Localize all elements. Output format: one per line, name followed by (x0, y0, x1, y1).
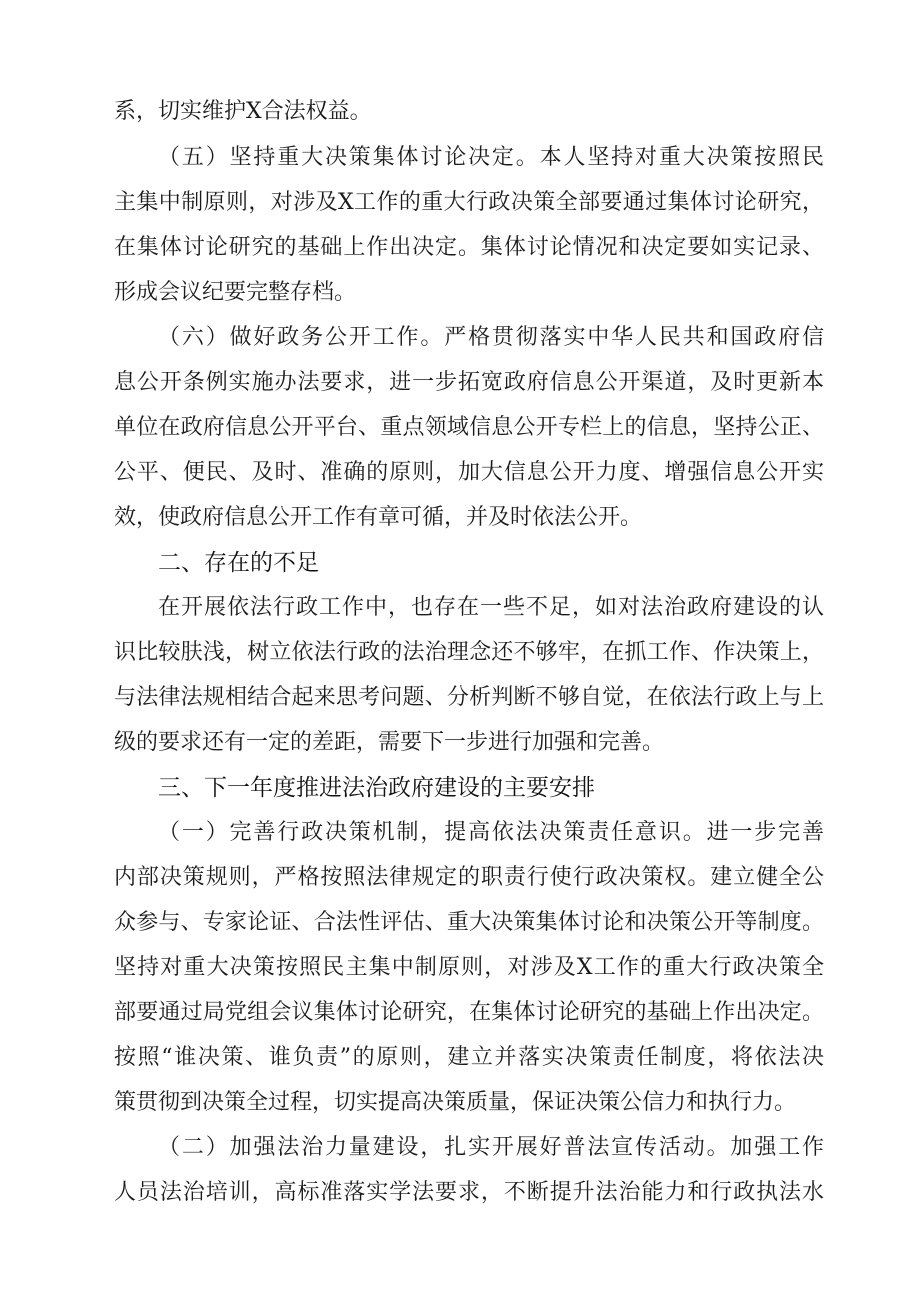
text-line: 内部决策规则，严格按照法律规定的职责行使行政决策权。建立健全公 (114, 865, 824, 890)
text-line: 主集中制原则，对涉及X工作的重大行政决策全部要通过集体讨论研究， (114, 190, 824, 215)
text-line: 人员法治培训，高标准落实学法要求，不断提升法治能力和行政执法水 (114, 1180, 824, 1205)
text-line: 众参与、专家论证、合法性评估、重大决策集体讨论和决策公开等制度。 (114, 910, 824, 935)
text-line: 效，使政府信息公开工作有章可循，并及时依法公开。 (114, 505, 643, 530)
text-line: 与法律法规相结合起来思考问题、分析判断不够自觉，在依法行政上与上 (114, 685, 824, 710)
text-line: 在开展依法行政工作中，也存在一些不足，如对法治政府建设的认 (158, 595, 824, 620)
text-line: （二）加强法治力量建设，扎实开展好普法宣传活动。加强工作 (158, 1135, 824, 1160)
text-line: 识比较肤浅，树立依法行政的法治理念还不够牢，在抓工作、作决策上， (114, 640, 824, 665)
text-line: 系，切实维护X合法权益。 (114, 99, 372, 124)
section-heading: 三、下一年度推进法治政府建设的主要安排 (158, 775, 595, 801)
text-line: 部要通过局党组会议集体讨论研究，在集体讨论研究的基础上作出决定。 (114, 1000, 824, 1025)
text-line: 级的要求还有一定的差距，需要下一步进行加强和完善。 (114, 730, 665, 755)
text-line: （一）完善行政决策机制，提高依法决策责任意识。进一步完善 (158, 820, 824, 845)
text-line: 息公开条例实施办法要求，进一步拓宽政府信息公开渠道，及时更新本 (114, 370, 824, 395)
text-line: 公平、便民、及时、准确的原则，加大信息公开力度、增强信息公开实 (114, 460, 824, 485)
text-line: 坚持对重大决策按照民主集中制原则，对涉及X工作的重大行政决策全 (114, 955, 824, 980)
text-line: 单位在政府信息公开平台、重点领域信息公开专栏上的信息，坚持公正、 (114, 415, 824, 440)
text-line: （五）坚持重大决策集体讨论决定。本人坚持对重大决策按照民 (158, 145, 824, 170)
text-line: 策贯彻到决策全过程，切实提高决策质量，保证决策公信力和执行力。 (114, 1090, 797, 1115)
text-line: 在集体讨论研究的基础上作出决定。集体讨论情况和决定要如实记录、 (114, 235, 824, 260)
section-heading: 二、存在的不足 (158, 550, 319, 576)
text-line: （六）做好政务公开工作。严格贯彻落实中华人民共和国政府信 (158, 325, 824, 350)
text-line: 按照“谁决策、谁负责”的原则，建立并落实决策责任制度，将依法决 (114, 1045, 824, 1070)
text-line: 形成会议纪要完整存档。 (114, 280, 357, 305)
